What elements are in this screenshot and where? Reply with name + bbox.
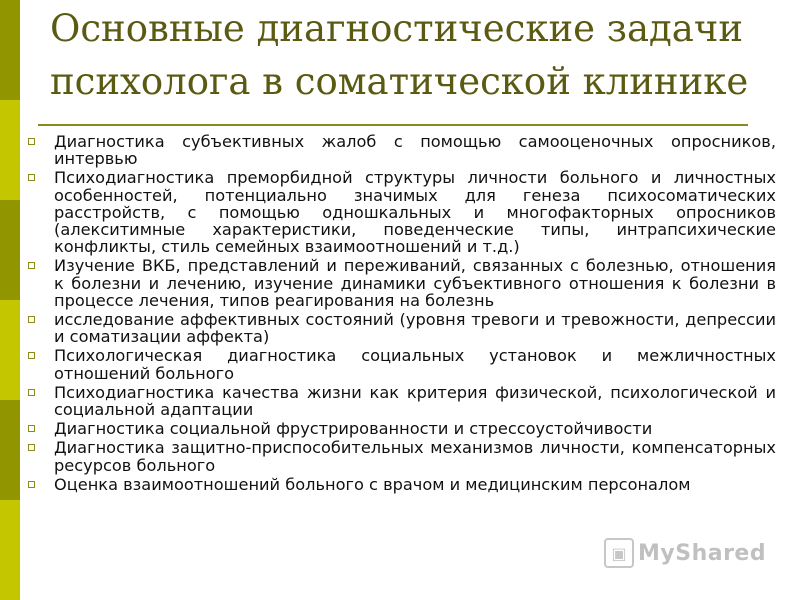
square-bullet-icon	[28, 174, 35, 181]
sidebar-segment	[0, 300, 20, 400]
list-item	[26, 420, 776, 437]
square-bullet-icon	[28, 481, 35, 488]
presentation-icon: ▣	[604, 538, 634, 568]
list-item	[26, 311, 776, 345]
list-item	[26, 169, 776, 255]
list-item	[26, 439, 776, 473]
sidebar-stripe	[0, 0, 20, 600]
list-item-text: Психодиагностика качества жизни как критерия физической, психологической и социальной адаптации	[54, 382, 776, 420]
square-bullet-icon	[28, 352, 35, 359]
list-item	[26, 384, 776, 418]
list-item	[26, 347, 776, 381]
slide-title-line-2: психолога в соматической клинике	[50, 60, 749, 103]
list-item	[26, 257, 776, 309]
slide-title	[50, 2, 770, 108]
list-item-text: Оценка взаимоотношений больного с врачом и медицинским персоналом	[54, 474, 691, 494]
square-bullet-icon	[28, 425, 35, 432]
list-item-text: исследование аффективных состояний (уровня тревоги и тревожности, депрессии и соматизации аффекта)	[54, 310, 776, 347]
slide-title-line-1: Основные диагностические задачи	[50, 7, 743, 50]
list-item-text: Психодиагностика преморбидной структуры личности больного и личностных особенностей, потенциально значимых для генеза психосоматических расстройств, с помощью одношкальных и многофакторных опросников (алекситимные характеристики, поведенческие типы, интрапсихические конфликты, стиль семейных взаимоотношений и т.д.)	[54, 168, 776, 257]
list-item	[26, 476, 776, 493]
sidebar-segment	[0, 400, 20, 500]
list-item-text: Психологическая диагностика социальных установок и межличностных отношений больного	[54, 346, 776, 383]
bullet-list	[26, 133, 776, 495]
watermark-text: MyShared	[638, 540, 767, 566]
list-item-text: Диагностика социальной фрустрированности и стрессоустойчивости	[54, 419, 653, 439]
list-item	[26, 133, 776, 167]
sidebar-segment	[0, 200, 20, 300]
sidebar-segment	[0, 500, 20, 600]
square-bullet-icon	[28, 138, 35, 145]
square-bullet-icon	[28, 262, 35, 269]
sidebar-segment	[0, 100, 20, 200]
watermark	[604, 538, 766, 568]
square-bullet-icon	[28, 444, 35, 451]
list-item-text: Изучение ВКБ, представлений и переживаний, связанных с болезнью, отношения к болезни и лечению, изучение динамики субъективного отношения к болезни в процессе лечения, типов реагирования на болезнь	[54, 256, 776, 310]
list-item-text: Диагностика субъективных жалоб с помощью самооценочных опросников, интервью	[54, 132, 776, 169]
title-underline	[38, 124, 748, 126]
sidebar-segment	[0, 0, 20, 100]
square-bullet-icon	[28, 316, 35, 323]
list-item-text: Диагностика защитно-приспособительных механизмов личности, компенсаторных ресурсов больного	[54, 438, 776, 475]
square-bullet-icon	[28, 389, 35, 396]
